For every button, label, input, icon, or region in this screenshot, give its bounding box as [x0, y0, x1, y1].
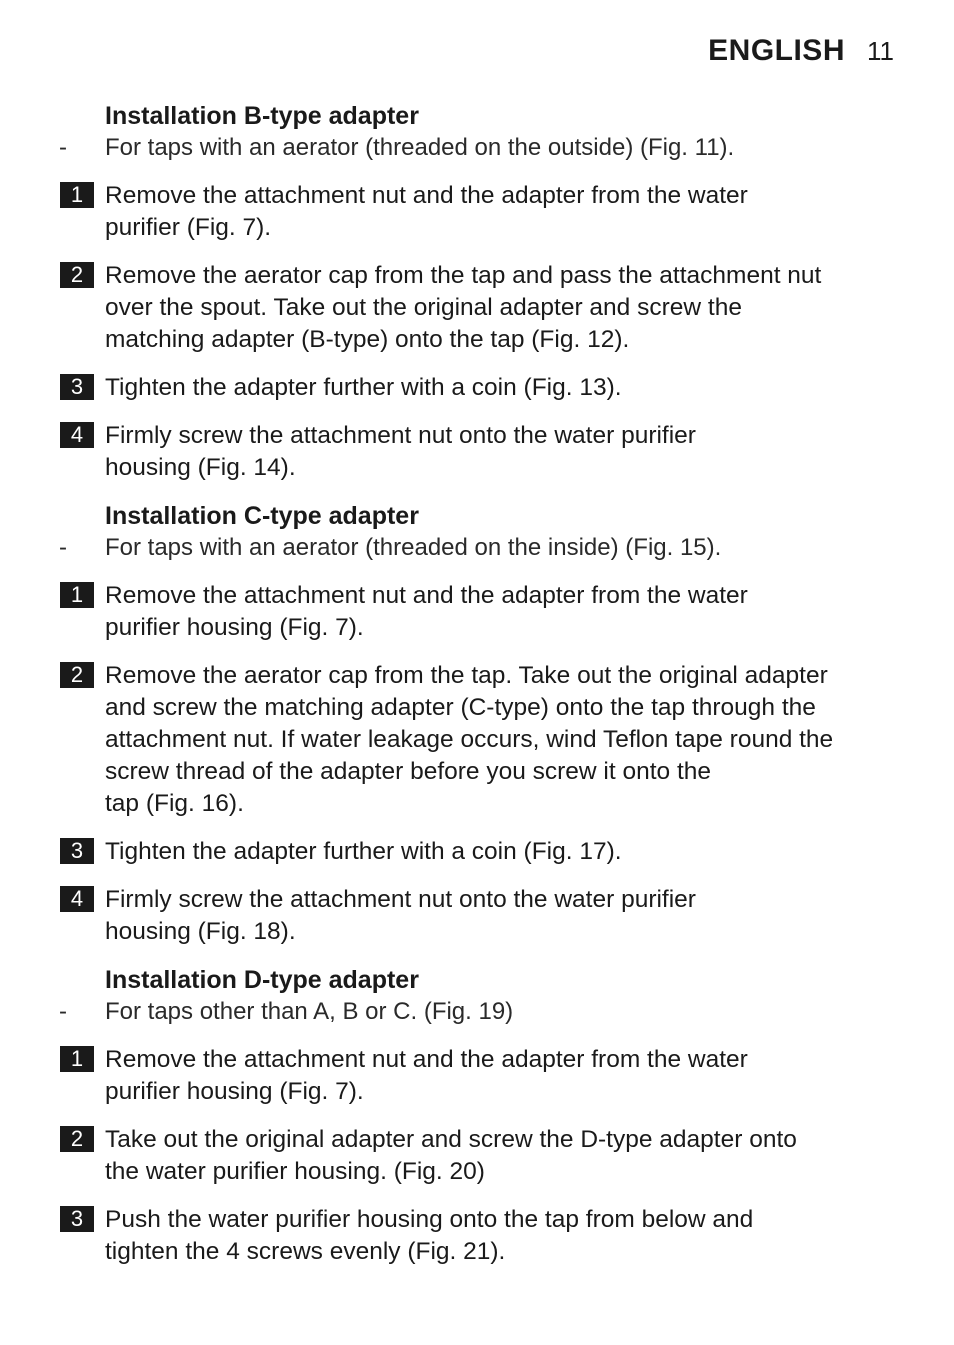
step-item [0, 836, 954, 868]
step-number-badge: 2 [60, 1126, 94, 1152]
step-number-badge: 1 [60, 1046, 94, 1072]
step-number-badge: 4 [60, 422, 94, 448]
step-text: Take out the original adapter and screw the D-type adapter onto the water purifier housing. (Fig. 20) [105, 1126, 797, 1185]
step-item [0, 580, 954, 644]
step-list [0, 180, 954, 484]
dash-bullet: - [59, 134, 67, 161]
note-text: For taps with an aerator (threaded on the outside) (Fig. 11). [105, 134, 735, 161]
page-number: 11 [867, 36, 894, 66]
step-text: Push the water purifier housing onto the tap from below and tighten the 4 screws evenly (Fig. 21). [105, 1206, 754, 1265]
document-content [0, 100, 954, 1284]
section-d-type [0, 964, 954, 1268]
page-header [708, 34, 894, 68]
step-text: Remove the attachment nut and the adapter from the water purifier housing (Fig. 7). [105, 1046, 748, 1105]
step-number-badge: 1 [60, 582, 94, 608]
section-b-type [0, 100, 954, 484]
step-number-badge: 3 [60, 374, 94, 400]
section-title: Installation B-type adapter [105, 102, 419, 130]
section-note [59, 532, 954, 564]
section-title: Installation C-type adapter [105, 502, 419, 530]
step-text: Remove the attachment nut and the adapter from the water purifier housing (Fig. 7). [105, 582, 748, 641]
step-item [0, 372, 954, 404]
step-text: Remove the aerator cap from the tap. Take out the original adapter and screw the matching adapter (C-type) onto the tap through the attachment nut. If water leakage occurs, wind Teflon tape round the screw thread of the adapter before you screw it onto the tap (Fig. 16). [105, 662, 834, 817]
step-item [0, 660, 954, 820]
step-item [0, 884, 954, 948]
step-list [0, 1044, 954, 1268]
section-c-type [0, 500, 954, 948]
section-note [59, 996, 954, 1028]
section-note [59, 132, 954, 164]
step-number-badge: 3 [60, 838, 94, 864]
step-text: Firmly screw the attachment nut onto the water purifier housing (Fig. 14). [105, 422, 696, 481]
step-text: Tighten the adapter further with a coin (Fig. 13). [105, 374, 622, 401]
note-text: For taps with an aerator (threaded on the inside) (Fig. 15). [105, 534, 722, 561]
step-text: Tighten the adapter further with a coin (Fig. 17). [105, 838, 622, 865]
step-text: Firmly screw the attachment nut onto the water purifier housing (Fig. 18). [105, 886, 696, 945]
step-number-badge: 4 [60, 886, 94, 912]
step-item [0, 260, 954, 356]
step-list [0, 580, 954, 948]
step-text: Remove the attachment nut and the adapter from the water purifier (Fig. 7). [105, 182, 748, 241]
step-text: Remove the aerator cap from the tap and pass the attachment nut over the spout. Take out the original adapter and screw the matching adapter (B-type) onto the tap (Fig. 12). [105, 262, 822, 353]
step-number-badge: 2 [60, 662, 94, 688]
step-item [0, 180, 954, 244]
step-item [0, 1204, 954, 1268]
note-text: For taps other than A, B or C. (Fig. 19) [105, 998, 514, 1025]
section-title: Installation D-type adapter [105, 966, 419, 994]
dash-bullet: - [59, 998, 67, 1025]
step-number-badge: 2 [60, 262, 94, 288]
dash-bullet: - [59, 534, 67, 561]
step-number-badge: 3 [60, 1206, 94, 1232]
step-item [0, 1044, 954, 1108]
step-number-badge: 1 [60, 182, 94, 208]
step-item [0, 420, 954, 484]
language-label: ENGLISH [708, 34, 845, 67]
step-item [0, 1124, 954, 1188]
